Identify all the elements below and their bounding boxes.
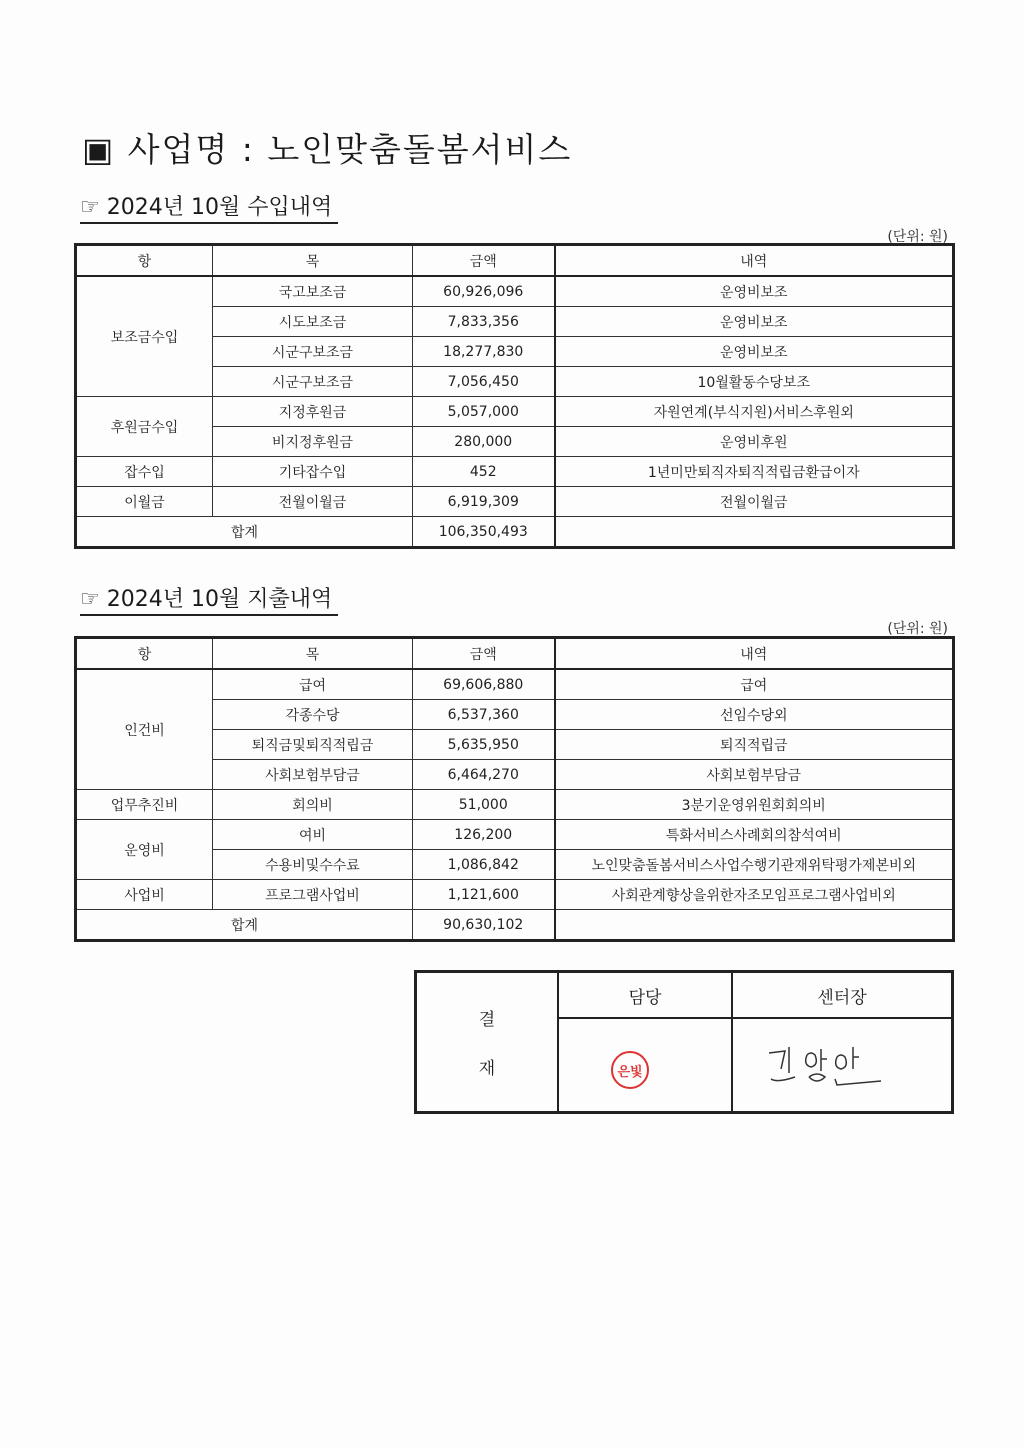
amount-cell: 1,121,600 [413, 880, 555, 910]
amount-cell: 6,919,309 [413, 487, 555, 517]
item-cell: 퇴직금및퇴직적립금 [213, 730, 413, 760]
category-cell: 보조금수입 [76, 276, 213, 397]
category-cell: 업무추진비 [76, 790, 213, 820]
total-empty-cell [555, 517, 954, 548]
approval-label [417, 973, 559, 1111]
column-header: 내역 [555, 245, 954, 277]
description-cell: 전월이월금 [555, 487, 954, 517]
income-table [74, 243, 955, 549]
description-cell: 운영비보조 [555, 307, 954, 337]
item-cell: 프로그램사업비 [213, 880, 413, 910]
item-cell: 전월이월금 [213, 487, 413, 517]
seal-stamp: 은빛 [611, 1051, 649, 1089]
total-row [76, 910, 954, 941]
approval-director-cell [733, 1019, 951, 1111]
approval-director-head: 센터장 [733, 973, 951, 1019]
total-label: 합계 [76, 910, 413, 941]
amount-cell: 5,057,000 [413, 397, 555, 427]
amount-cell: 452 [413, 457, 555, 487]
item-cell: 사회보험부담금 [213, 760, 413, 790]
table-row [76, 669, 954, 700]
category-cell: 이월금 [76, 487, 213, 517]
total-row [76, 517, 954, 548]
description-cell: 사회관계향상을위한자조모임프로그램사업비외 [555, 880, 954, 910]
approval-col-director [733, 973, 951, 1111]
category-cell: 후원금수입 [76, 397, 213, 457]
column-header: 금액 [413, 638, 555, 670]
description-cell: 퇴직적립금 [555, 730, 954, 760]
expense-unit: (단위: 원) [887, 621, 948, 637]
description-cell: 선임수당외 [555, 700, 954, 730]
category-cell: 잡수입 [76, 457, 213, 487]
amount-cell: 6,464,270 [413, 760, 555, 790]
category-cell: 인건비 [76, 669, 213, 790]
column-header: 항 [76, 245, 213, 277]
amount-cell: 69,606,880 [413, 669, 555, 700]
income-heading: ☞ 2024년 10월 수입내역 [80, 190, 338, 224]
description-cell: 사회보험부담금 [555, 760, 954, 790]
item-cell: 국고보조금 [213, 276, 413, 307]
amount-cell: 18,277,830 [413, 337, 555, 367]
table-row [76, 880, 954, 910]
approval-manager-head: 담당 [559, 973, 731, 1019]
description-cell: 특화서비스사례회의참석여비 [555, 820, 954, 850]
total-amount: 90,630,102 [413, 910, 555, 941]
description-cell: 1년미만퇴직자퇴직적립금환급이자 [555, 457, 954, 487]
table-row [76, 820, 954, 850]
table-header-row [76, 638, 954, 670]
expense-heading: ☞ 2024년 10월 지출내역 [80, 582, 338, 616]
column-header: 목 [213, 638, 413, 670]
item-cell: 여비 [213, 820, 413, 850]
description-cell: 운영비보조 [555, 276, 954, 307]
table-row [76, 790, 954, 820]
signature [763, 1039, 893, 1095]
category-cell: 사업비 [76, 880, 213, 910]
description-cell: 노인맞춤돌봄서비스사업수행기관재위탁평가제본비외 [555, 850, 954, 880]
approval-col-manager [559, 973, 733, 1111]
column-header: 내역 [555, 638, 954, 670]
item-cell: 지정후원금 [213, 397, 413, 427]
amount-cell: 280,000 [413, 427, 555, 457]
item-cell: 수용비및수수료 [213, 850, 413, 880]
approval-box [414, 970, 954, 1114]
column-header: 금액 [413, 245, 555, 277]
table-row [76, 276, 954, 307]
description-cell: 자원연계(부식지원)서비스후원외 [555, 397, 954, 427]
description-cell: 운영비보조 [555, 337, 954, 367]
description-cell: 급여 [555, 669, 954, 700]
total-label: 합계 [76, 517, 413, 548]
item-cell: 각종수당 [213, 700, 413, 730]
description-cell: 운영비후원 [555, 427, 954, 457]
amount-cell: 60,926,096 [413, 276, 555, 307]
table-row [76, 397, 954, 427]
approval-label-top: 결 [478, 1010, 496, 1030]
table-row [76, 457, 954, 487]
total-empty-cell [555, 910, 954, 941]
amount-cell: 126,200 [413, 820, 555, 850]
column-header: 목 [213, 245, 413, 277]
amount-cell: 51,000 [413, 790, 555, 820]
amount-cell: 1,086,842 [413, 850, 555, 880]
document-title: ▣ 사업명 : 노인맞춤돌봄서비스 [82, 130, 573, 169]
column-header: 항 [76, 638, 213, 670]
category-cell: 운영비 [76, 820, 213, 880]
amount-cell: 5,635,950 [413, 730, 555, 760]
description-cell: 3분기운영위원회회의비 [555, 790, 954, 820]
item-cell: 시군구보조금 [213, 337, 413, 367]
income-unit: (단위: 원) [887, 229, 948, 245]
description-cell: 10월활동수당보조 [555, 367, 954, 397]
approval-manager-cell [559, 1019, 731, 1111]
item-cell: 비지정후원금 [213, 427, 413, 457]
amount-cell: 6,537,360 [413, 700, 555, 730]
item-cell: 시군구보조금 [213, 367, 413, 397]
table-row [76, 487, 954, 517]
item-cell: 급여 [213, 669, 413, 700]
table-header-row [76, 245, 954, 277]
expense-table [74, 636, 955, 942]
approval-label-bottom: 재 [478, 1059, 496, 1079]
total-amount: 106,350,493 [413, 517, 555, 548]
item-cell: 기타잡수입 [213, 457, 413, 487]
item-cell: 회의비 [213, 790, 413, 820]
item-cell: 시도보조금 [213, 307, 413, 337]
amount-cell: 7,833,356 [413, 307, 555, 337]
amount-cell: 7,056,450 [413, 367, 555, 397]
